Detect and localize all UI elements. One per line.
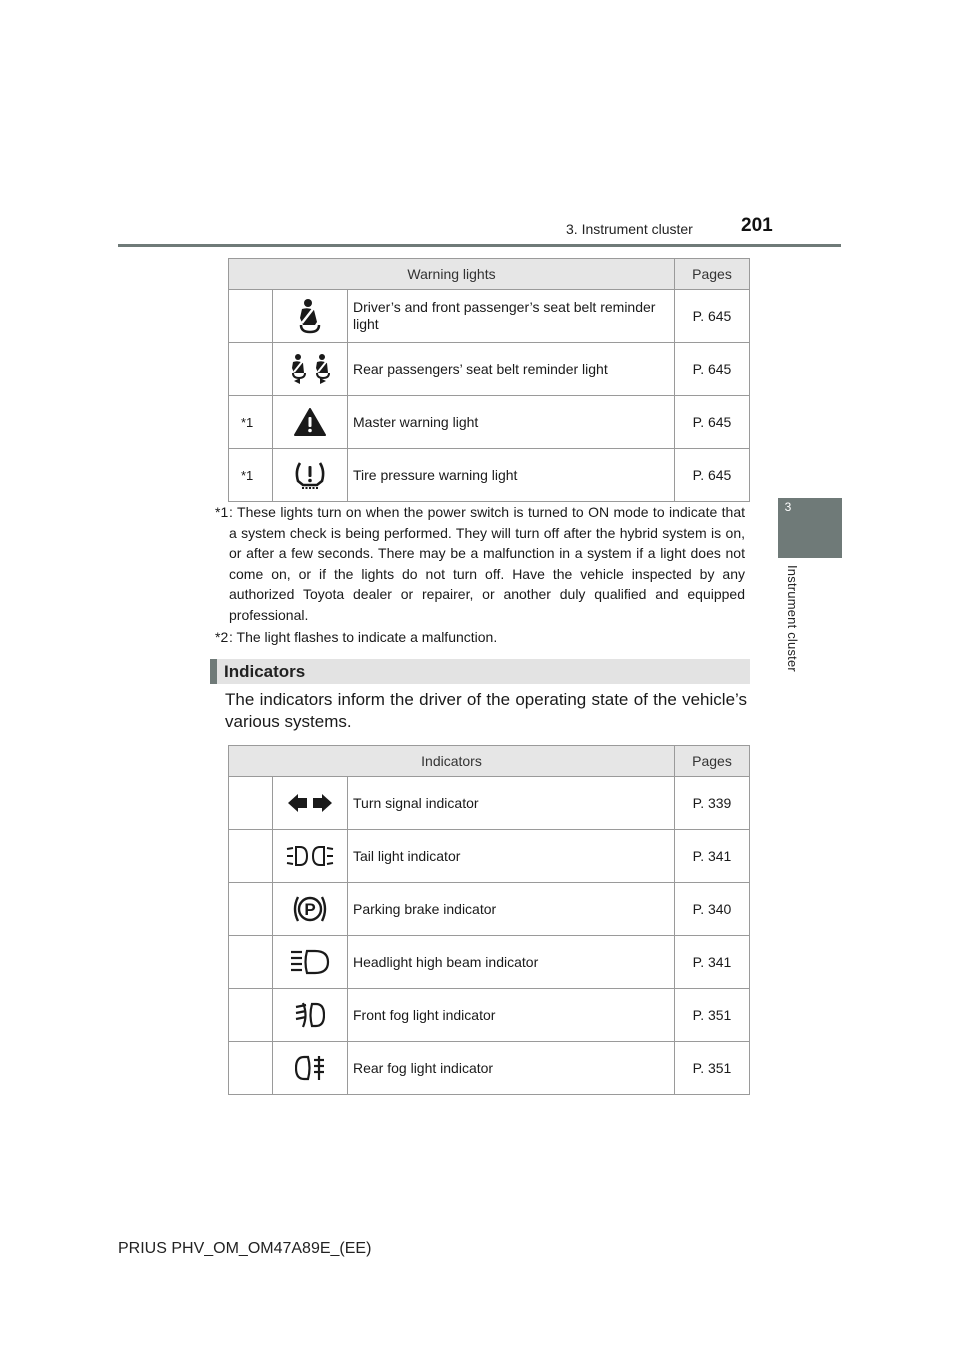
footnote-2 xyxy=(215,627,745,648)
row-page-ref[interactable]: P. 645 xyxy=(675,449,750,502)
svg-text:P: P xyxy=(304,900,316,919)
document-id: PRIUS PHV_OM_OM47A89E_(EE) xyxy=(118,1240,372,1257)
row-mark: *1 xyxy=(229,396,273,449)
row-mark: *1 xyxy=(229,449,273,502)
pages-col-header: Pages xyxy=(675,746,750,777)
table-row xyxy=(229,777,750,830)
table-row xyxy=(229,1042,750,1095)
section-title: 3. Instrument cluster xyxy=(566,221,693,237)
row-description: Rear passengers’ seat belt reminder light xyxy=(348,343,675,396)
footnote-text: : These lights turn on when the power switch is turned to ON mode to indicate that a system check is being performed. They will turn off after the hybrid system is on, or after a few seconds. There may be a malfunction in a system if a light does not come on, or if the lights do not turn off. Have the vehicle inspected by any authorized Toyota dealer or repairer, or another duly qualified and equipped professional. xyxy=(229,504,745,623)
table-row xyxy=(229,343,750,396)
row-mark xyxy=(229,883,273,936)
tail-light-icon xyxy=(273,830,348,883)
table-row xyxy=(229,936,750,989)
tire-pressure-icon xyxy=(273,449,348,502)
row-description: Master warning light xyxy=(348,396,675,449)
row-description: Driver’s and front passenger’s seat belt reminder light xyxy=(348,290,675,343)
row-description: Turn signal indicator xyxy=(348,777,675,830)
footnote-mark: *1 xyxy=(215,504,229,520)
warning-col-header: Warning lights xyxy=(229,259,675,290)
high-beam-icon xyxy=(273,936,348,989)
footnote-mark: *2 xyxy=(215,629,229,645)
rear-fog-icon xyxy=(273,1042,348,1095)
page-number: 201 xyxy=(741,215,773,236)
row-description: Front fog light indicator xyxy=(348,989,675,1042)
footnote-text: : The light flashes to indicate a malfunction. xyxy=(229,629,498,645)
chapter-label: Instrument cluster xyxy=(785,565,800,672)
seat-belt-icon xyxy=(273,290,348,343)
row-description: Parking brake indicator xyxy=(348,883,675,936)
warning-lights-table xyxy=(228,258,750,502)
row-mark xyxy=(229,989,273,1042)
row-mark xyxy=(229,830,273,883)
master-warning-icon xyxy=(273,396,348,449)
table-row xyxy=(229,449,750,502)
row-description: Rear fog light indicator xyxy=(348,1042,675,1095)
row-description: Headlight high beam indicator xyxy=(348,936,675,989)
row-description: Tire pressure warning light xyxy=(348,449,675,502)
table-row xyxy=(229,989,750,1042)
table-row xyxy=(229,883,750,936)
header-rule xyxy=(118,244,841,247)
row-page-ref[interactable]: P. 341 xyxy=(675,936,750,989)
turn-signal-icon xyxy=(273,777,348,830)
table-row xyxy=(229,830,750,883)
indicators-col-header: Indicators xyxy=(229,746,675,777)
section-heading: Indicators xyxy=(224,662,306,681)
row-page-ref[interactable]: P. 339 xyxy=(675,777,750,830)
row-mark xyxy=(229,290,273,343)
row-page-ref[interactable]: P. 645 xyxy=(675,290,750,343)
row-mark xyxy=(229,936,273,989)
section-heading-bar xyxy=(210,659,217,684)
table-row xyxy=(229,396,750,449)
chapter-number: 3 xyxy=(784,500,792,514)
row-mark xyxy=(229,1042,273,1095)
section-intro: The indicators inform the driver of the operating state of the vehicle’s various systems. xyxy=(225,690,747,731)
front-fog-icon xyxy=(273,989,348,1042)
footnote-1 xyxy=(215,502,745,625)
row-page-ref[interactable]: P. 340 xyxy=(675,883,750,936)
parking-brake-icon xyxy=(273,883,348,936)
row-mark xyxy=(229,343,273,396)
row-page-ref[interactable]: P. 645 xyxy=(675,396,750,449)
table-row xyxy=(229,290,750,343)
row-page-ref[interactable]: P. 351 xyxy=(675,989,750,1042)
row-page-ref[interactable]: P. 351 xyxy=(675,1042,750,1095)
row-mark xyxy=(229,777,273,830)
rear-seat-belt-icon xyxy=(273,343,348,396)
pages-col-header: Pages xyxy=(675,259,750,290)
row-page-ref[interactable]: P. 645 xyxy=(675,343,750,396)
row-page-ref[interactable]: P. 341 xyxy=(675,830,750,883)
row-description: Tail light indicator xyxy=(348,830,675,883)
indicators-table xyxy=(228,745,750,1095)
